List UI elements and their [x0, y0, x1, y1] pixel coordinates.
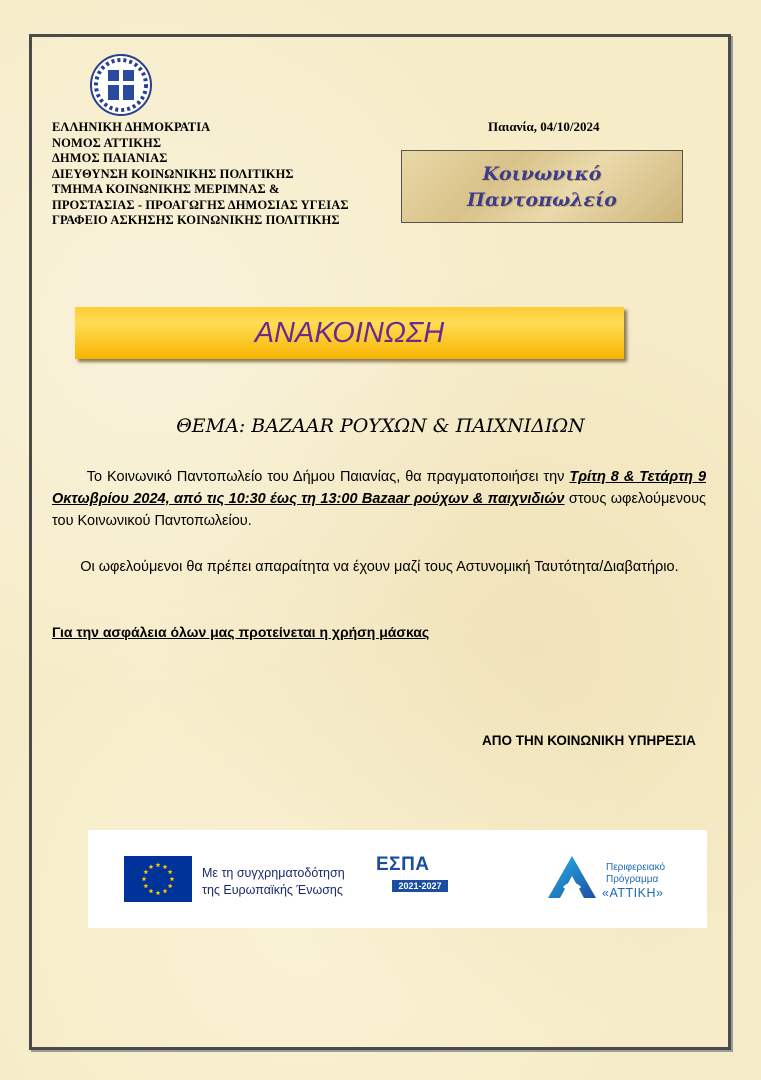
document-date: Παιανία, 04/10/2024 — [488, 119, 600, 134]
header-line: ΤΜΗΜΑ ΚΟΙΝΩΝΙΚΗΣ ΜΕΡΙΜΝΑΣ & — [52, 182, 280, 196]
eu-line-1: Με τη συγχρηματοδότηση — [202, 866, 345, 880]
logo-line-2: Παντοπωλείο — [467, 188, 617, 211]
eu-flag-icon — [124, 856, 192, 902]
eu-line-2: της Ευρωπαϊκής Ένωσης — [202, 883, 343, 897]
eu-cofunding-text — [202, 865, 345, 899]
attiki-line-1: Περιφερειακό — [606, 862, 666, 873]
header-line: ΕΛΛΗΝΙΚΗ ΔΗΜΟΚΡΑΤΙΑ — [52, 120, 211, 134]
mask-recommendation: Για την ασφάλεια όλων μας προτείνεται η χρήση μάσκας — [52, 624, 430, 640]
event-dates-highlight: Τρίτη 8 & Τετάρτη 9 Οκτωβρίου 2024, από τις 10:30 έως τη 13:00 Bazaar ρούχων & παιχνιδιών — [52, 469, 707, 507]
announcement-banner: ΑΝΑΚΟΙΝΩΣΗ — [75, 307, 624, 359]
body-paragraph-2 — [52, 556, 706, 578]
espa-years: 2021-2027 — [392, 880, 448, 892]
espa-title: ΕΣΠΑ — [376, 854, 430, 875]
header-line: ΔΗΜΟΣ ΠΑΙΑΝΙΑΣ — [52, 151, 168, 165]
subject-line: ΘΕΜΑ: BAZAAR ΡΟΥΧΩΝ & ΠΑΙΧΝΙΔΙΩΝ — [176, 415, 585, 437]
id-requirement-text: Οι ωφελούμενοι θα πρέπει απαραίτητα να έχουν μαζί τους Αστυνομική Ταυτότητα/Διαβατήριο. — [80, 559, 679, 575]
header-line: ΓΡΑΦΕΙΟ ΑΣΚΗΣΗΣ ΚΟΙΝΩΝΙΚΗΣ ΠΟΛΙΤΙΚΗΣ — [52, 213, 340, 227]
attiki-logo-icon — [542, 852, 602, 904]
signature: ΑΠΟ ΤΗΝ ΚΟΙΝΩΝΙΚΗ ΥΠΗΡΕΣΙΑ — [482, 733, 696, 748]
funding-footer — [88, 830, 707, 928]
header-line: ΠΡΟΣΤΑΣΙΑΣ - ΠΡΟΑΓΩΓΗΣ ΔΗΜΟΣΙΑΣ ΥΓΕΙΑΣ — [52, 197, 349, 212]
body-paragraph-1 — [52, 466, 706, 532]
paragraph-outro: στους ωφελούμενους του Κοινωνικού Παντοπωλείου. — [52, 491, 706, 529]
header-line: ΝΟΜΟΣ ΑΤΤΙΚΗΣ — [52, 135, 162, 150]
logo-line-1: Κοινωνικό — [482, 162, 602, 185]
social-grocery-logo — [401, 150, 683, 223]
greek-emblem-icon — [87, 52, 155, 118]
attiki-line-2: Πρόγραμμα — [606, 874, 659, 885]
attiki-line-3: «ΑΤΤΙΚΗ» — [602, 886, 664, 900]
header-line: ΔΙΕΥΘΥΝΣΗ ΚΟΙΝΩΝΙΚΗΣ ΠΟΛΙΤΙΚΗΣ — [52, 166, 294, 181]
issuer-header — [52, 120, 349, 229]
paragraph-intro: Το Κοινωνικό Παντοπωλείο του Δήμου Παιανίας, θα πραγματοποιήσει την — [86, 469, 570, 485]
